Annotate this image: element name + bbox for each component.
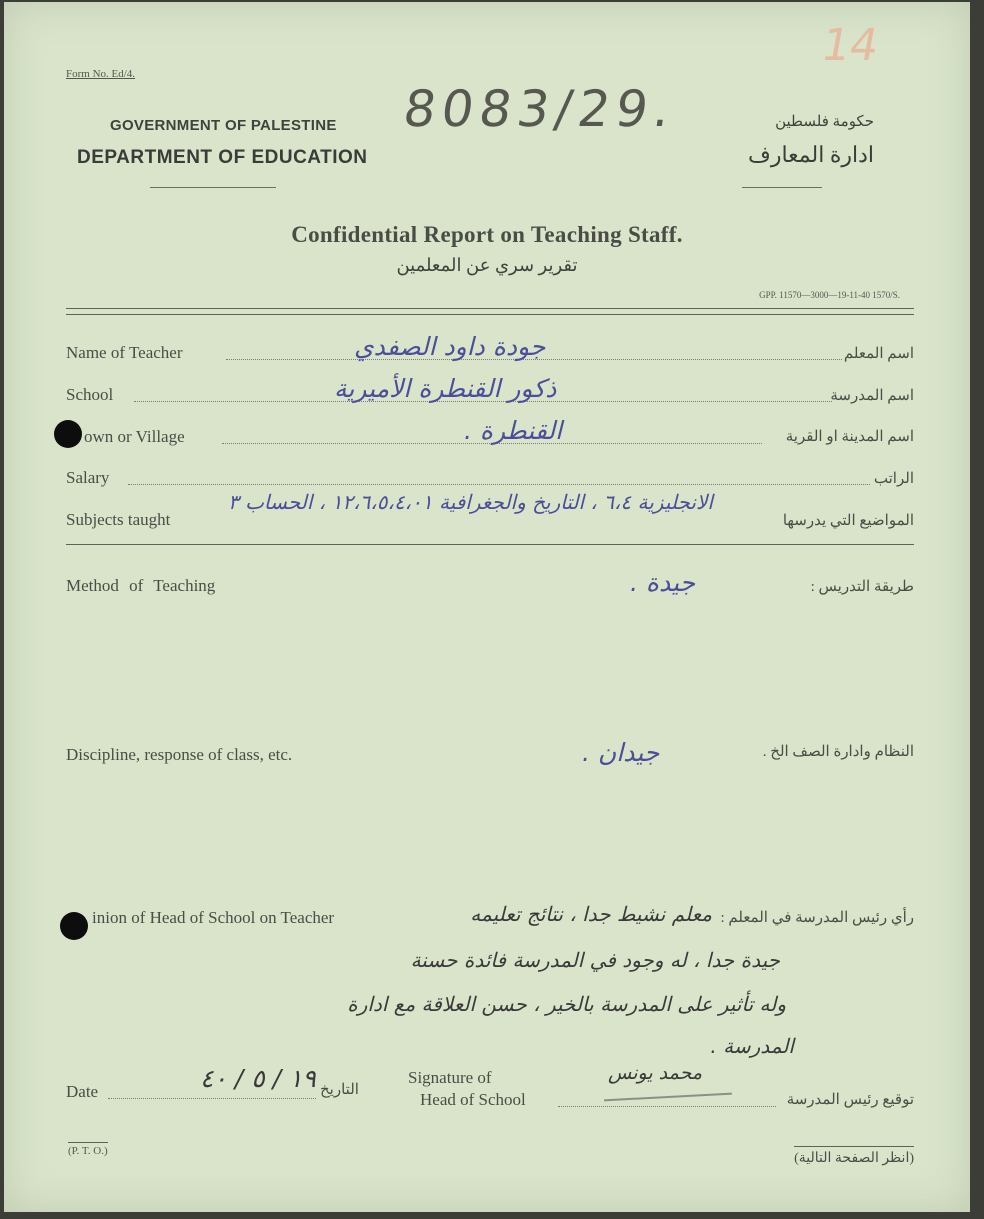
punch-hole: [60, 912, 88, 940]
page-number: 14: [817, 20, 883, 71]
department-heading-arabic: ادارة المعارف: [748, 142, 874, 167]
subjects-taught-label-arabic: المواضيع التي يدرسها: [782, 513, 914, 529]
government-heading-arabic: حكومة فلسطين: [775, 114, 874, 130]
school-label-arabic: اسم المدرسة: [830, 388, 914, 404]
dotted-line: [108, 1098, 316, 1099]
town-value: القنطرة .: [464, 416, 563, 445]
department-heading: DEPARTMENT OF EDUCATION: [77, 147, 368, 168]
subjects-taught-value: الانجليزية ٦،٤ ، التاريخ والجغرافية ١٢،٦،٥،٤،٠١ ، الحساب ٣: [228, 490, 713, 514]
head-of-school-signature: محمد يونس: [608, 1062, 703, 1084]
opinion-line: المدرسة .: [710, 1034, 794, 1058]
salary-label-arabic: الراتب: [873, 471, 914, 487]
opinion-of-head-label: inion of Head of School on Teacher: [92, 908, 335, 927]
teacher-name-value: جودة داود الصفدي: [354, 332, 546, 361]
file-serial-number: 8083/29.: [399, 80, 680, 138]
form-title: Confidential Report on Teaching Staff.: [291, 222, 683, 247]
opinion-line: معلم نشيط جدا ، نتائج تعليمه: [470, 902, 712, 926]
dotted-line: [558, 1106, 776, 1107]
name-of-teacher-label: Name of Teacher: [66, 343, 183, 362]
discipline-value: جيدان .: [582, 738, 660, 767]
opinion-of-head-label-arabic: رأي رئيس المدرسة في المعلم :: [720, 910, 914, 926]
school-label: School: [66, 385, 114, 404]
divider: [742, 187, 822, 188]
method-of-teaching-label: Method of Teaching: [66, 576, 216, 595]
dotted-line: [128, 484, 870, 485]
signature-label-arabic: توقيع رئيس المدرسة: [786, 1092, 914, 1108]
name-of-teacher-label-arabic: اسم المعلم: [843, 346, 914, 362]
subjects-taught-label: Subjects taught: [66, 510, 171, 529]
school-value: ذكور القنطرة الأميرية: [334, 374, 557, 403]
discipline-label: Discipline, response of class, etc.: [66, 745, 293, 764]
divider: [150, 187, 276, 188]
divider: [66, 544, 914, 545]
discipline-label-arabic: النظام وادارة الصف الخ .: [762, 744, 914, 760]
government-heading: GOVERNMENT OF PALESTINE: [110, 117, 337, 134]
opinion-line: جيدة جدا ، له وجود في المدرسة فائدة حسنة: [410, 948, 780, 972]
form-number: Form No. Ed/4.: [66, 68, 136, 80]
signature-label: Head of School: [420, 1090, 526, 1109]
opinion-line: وله تأثير على المدرسة بالخير ، حسن العلاقة مع ادارة: [347, 992, 786, 1016]
print-code: GPP. 11570—3000—19-11-40 1570/S.: [759, 290, 900, 300]
divider: [66, 308, 914, 309]
method-of-teaching-value: جيدة .: [630, 568, 696, 597]
signature-stroke: [604, 1093, 732, 1102]
salary-label: Salary: [66, 468, 110, 487]
signature-label: Signature of: [408, 1068, 492, 1087]
punch-hole: [54, 420, 82, 448]
date-label-arabic: التاريخ: [320, 1082, 359, 1098]
please-turn-over: (P. T. O.): [68, 1142, 108, 1157]
town-or-village-label-arabic: اسم المدينة او القرية: [785, 429, 914, 445]
please-turn-over-arabic: (انظر الصفحة التالية): [794, 1146, 914, 1167]
date-label: Date: [66, 1082, 99, 1101]
form-title-arabic: تقرير سري عن المعلمين: [396, 255, 578, 275]
town-or-village-label: own or Village: [84, 427, 185, 446]
report-form-page: [4, 2, 970, 1212]
method-of-teaching-label-arabic: طريقة التدريس :: [810, 579, 914, 595]
date-value: ١٩ / ٥ / ٤٠: [200, 1064, 316, 1093]
divider: [66, 314, 914, 315]
